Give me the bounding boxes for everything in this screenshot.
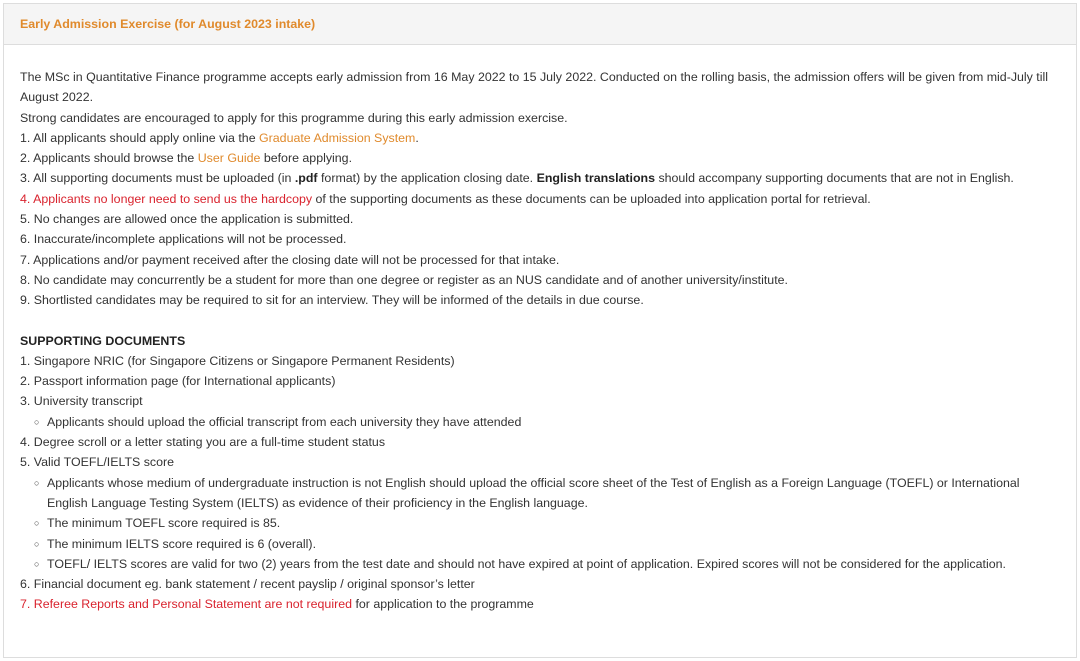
doc-5-sub-2: ○ The minimum TOEFL score required is 85. <box>20 513 1060 533</box>
step-2: 2. Applicants should browse the User Guide before applying. <box>20 151 353 166</box>
step-4: 4. Applicants no longer need to send us the hardcopy of the supporting documents as these documents can be uploaded into application portal for retrieval. <box>20 191 871 206</box>
bullet-icon: ○ <box>34 538 40 549</box>
step-8: 8. No candidate may concurrently be a student for more than one degree or register as an NUS candidate and of another university/institute. <box>20 272 788 287</box>
intro-paragraph: The MSc in Quantitative Finance programme accepts early admission from 16 May 2022 to 15 July 2022. Conducted on the rolling basis, the admission offers will be given from mid-July till August 2022. <box>20 70 1048 105</box>
doc-1: 1. Singapore NRIC (for Singapore Citizens or Singapore Permanent Residents) <box>20 353 455 368</box>
step-3: 3. All supporting documents must be uploaded (in .pdf format) by the application closing date. English translations should accompany supporting documents that are not in English. <box>20 171 1014 186</box>
user-guide-link[interactable]: User Guide <box>197 151 261 166</box>
bullet-icon: ○ <box>34 416 40 427</box>
doc-6: 6. Financial document eg. bank statement / recent payslip / original sponsor’s letter <box>20 577 475 592</box>
referee-not-required-notice: 7. Referee Reports and Personal Statement are not required <box>20 597 352 612</box>
step-5: 5. No changes are allowed once the application is submitted. <box>20 212 354 227</box>
no-hardcopy-notice: 4. Applicants no longer need to send us the hardcopy <box>20 191 313 206</box>
step-9: 9. Shortlisted candidates may be required to sit for an interview. They will be informed of the details in due course. <box>20 293 644 308</box>
step-7: 7. Applications and/or payment received after the closing date will not be processed for that intake. <box>20 252 560 267</box>
panel-body <box>4 45 1076 615</box>
admission-panel <box>3 3 1077 658</box>
doc-5-sub-4: ○ TOEFL/ IELTS scores are valid for two (2) years from the test date and should not have expired at point of application. Expired scores will not be considered for the application. <box>20 554 1060 574</box>
doc-3-sub-1: ○ Applicants should upload the official transcript from each university they have attended <box>20 412 1060 432</box>
panel-header <box>4 4 1076 45</box>
doc-3: 3. University transcript <box>20 394 143 409</box>
doc-7: 7. Referee Reports and Personal Statement are not required for application to the programme <box>20 597 534 612</box>
doc-5: 5. Valid TOEFL/IELTS score <box>20 455 175 470</box>
step-6: 6. Inaccurate/incomplete applications will not be processed. <box>20 232 347 247</box>
doc-4: 4. Degree scroll or a letter stating you are a full-time student status <box>20 435 386 450</box>
doc-5-sub-1: ○ Applicants whose medium of undergraduate instruction is not English should upload the official score sheet of the Test of English as a Foreign Language (TOEFL) or International English Language Testing System (IELTS) as evidence of their proficiency in the English language. <box>20 473 1060 514</box>
graduate-admission-system-link[interactable]: Graduate Admission System <box>259 130 416 145</box>
step-1: 1. All applicants should apply online via the Graduate Admission System. <box>20 130 419 145</box>
supporting-documents-heading: SUPPORTING DOCUMENTS <box>20 333 186 348</box>
bullet-icon: ○ <box>34 558 40 569</box>
intro-encouragement: Strong candidates are encouraged to apply for this programme during this early admission exercise. <box>20 110 568 125</box>
doc-2: 2. Passport information page (for International applicants) <box>20 374 336 389</box>
panel-title: Early Admission Exercise (for August 2023 intake) <box>20 17 316 31</box>
bullet-icon: ○ <box>34 477 40 488</box>
doc-5-sub-3: ○ The minimum IELTS score required is 6 (overall). <box>20 534 1060 554</box>
bullet-icon: ○ <box>34 518 40 529</box>
